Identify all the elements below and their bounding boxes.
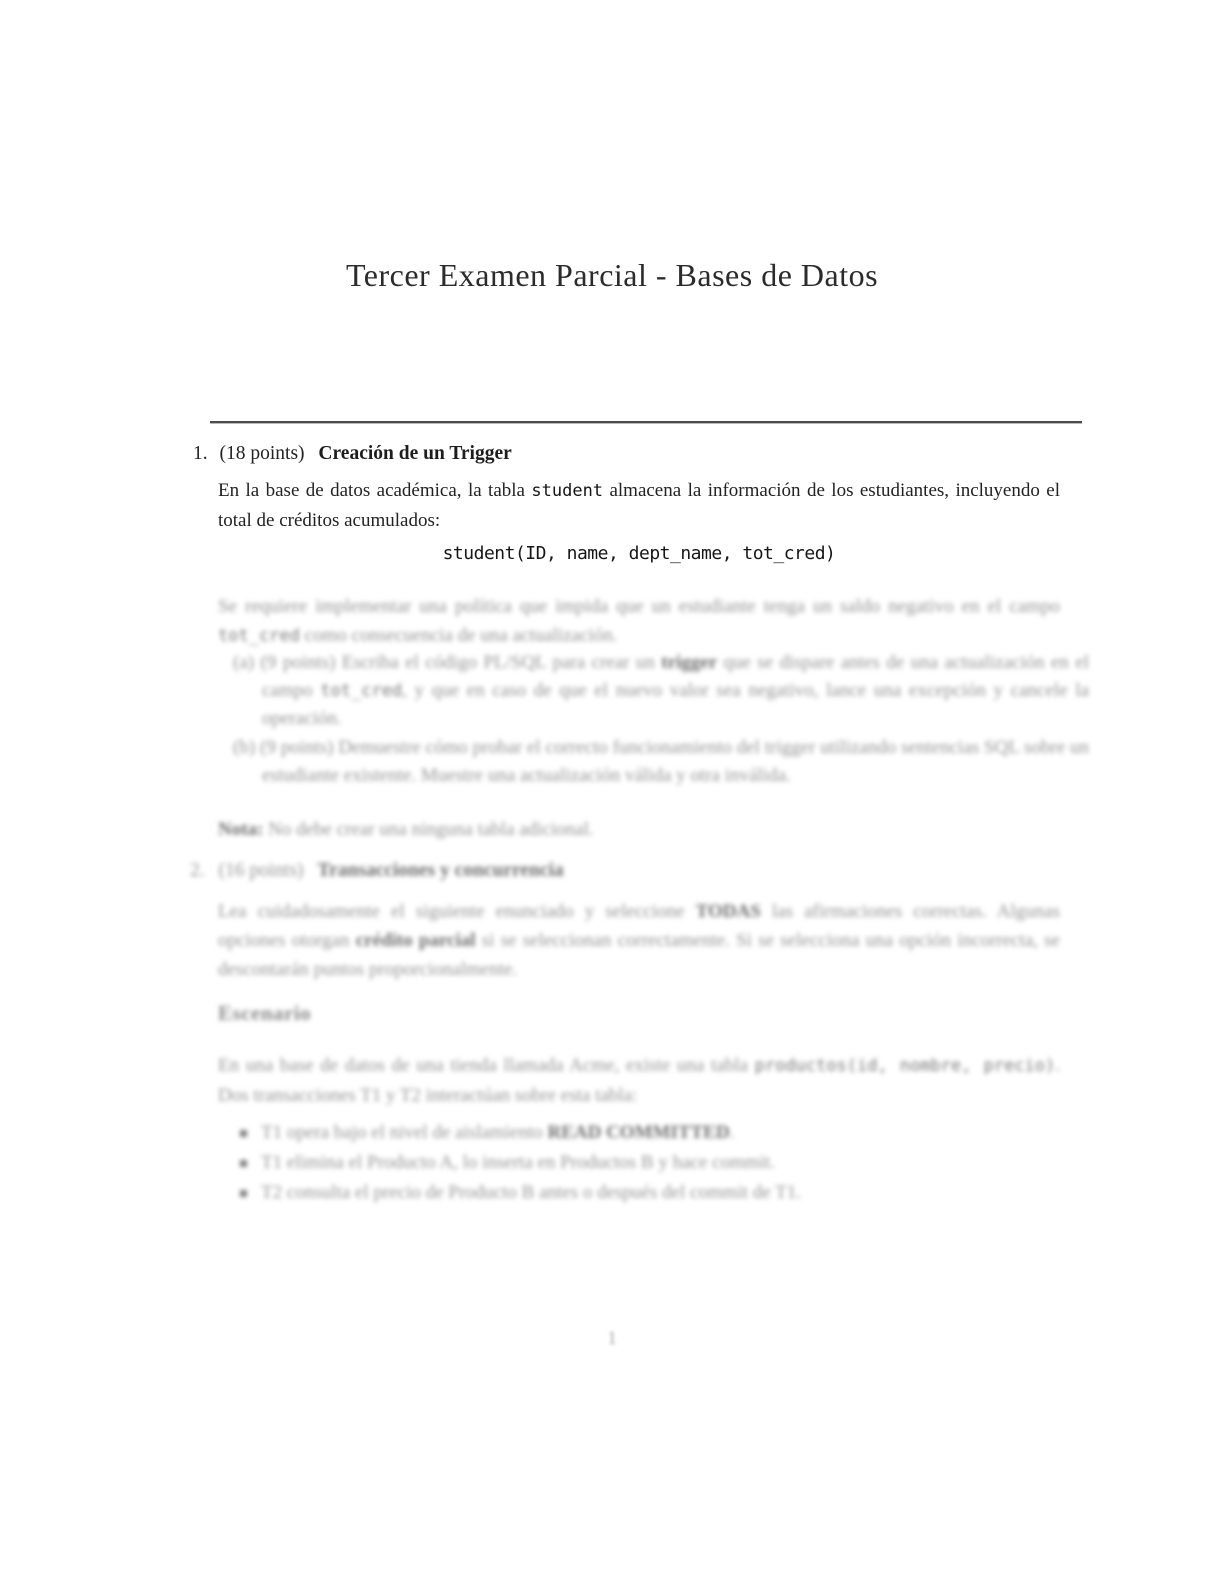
bullet-2-pre: T1 elimina el Producto A, lo inserta en Productos B y hace commit. — [261, 1152, 775, 1173]
question-1-points: (18 points) — [219, 443, 305, 464]
subitem-a-text-pre: Escriba el código PL/SQL para crear un — [341, 652, 662, 673]
question-1-title: Creación de un Trigger — [318, 443, 512, 464]
bullet-1-pre: T1 opera bajo el nivel de aislamiento — [261, 1122, 548, 1143]
scenario-text-post: . Dos transacciones T1 y T2 interactúan sobre esta tabla: — [218, 1055, 1060, 1106]
bullet-1-text — [261, 1118, 734, 1148]
intro-text-pre: En la base de datos académica, la tabla — [218, 480, 532, 501]
schema-code-line: student(ID, name, dept_name, tot_cred) — [442, 543, 836, 564]
subitem-a-blurred — [233, 649, 1089, 733]
note-text: No debe crear una ninguna tabla adicional. — [263, 819, 594, 840]
question-2-intro-blurred — [218, 897, 1060, 984]
policy-code-totcred: tot_cred — [218, 626, 300, 646]
subitem-a-bold-trigger: trigger — [661, 652, 718, 673]
exam-title: Tercer Examen Parcial - Bases de Datos — [345, 257, 879, 293]
note-label: Nota: — [218, 819, 264, 840]
bullet-item — [240, 1148, 1040, 1178]
bullet-item — [240, 1118, 1040, 1148]
note-line-blurred — [218, 819, 1060, 841]
q2-intro-pre: Lea cuidadosamente el siguiente enunciado y seleccione — [218, 901, 696, 922]
subitem-b-label: (b) — [233, 737, 261, 758]
scenario-text-pre: En una base de datos de una tienda llamada Acme, existe una tabla — [218, 1055, 755, 1076]
scenario-code-productos: productos(id, nombre, precio) — [754, 1056, 1056, 1076]
subitem-b-text: Demuestre cómo probar el correcto funcionamiento del trigger utilizando sentencias SQL sobre un estudiante existente. Muestre una actualización válida y otra inválida. — [262, 737, 1090, 786]
subitem-b-points: (9 points) — [260, 737, 339, 758]
subitem-a-code-totcred: tot_cred — [320, 681, 403, 701]
scenario-bullet-list — [240, 1118, 1040, 1208]
q2-intro-bold-credito: crédito parcial — [355, 930, 476, 951]
bullet-icon — [240, 1130, 247, 1137]
subitem-b-blurred — [233, 734, 1089, 790]
bullet-item — [240, 1178, 1040, 1208]
policy-text-post: como consecuencia de una actualización. — [299, 625, 618, 646]
q2-intro-bold-todas: TODAS — [695, 901, 761, 922]
bullet-3-text — [261, 1178, 801, 1208]
bullet-3-pre: T2 consulta el precio de Producto B antes o después del commit de T1. — [261, 1182, 801, 1203]
intro-code-student: student — [531, 481, 604, 501]
divider-rule — [210, 421, 1082, 424]
q2-intro-mid: las afirmaciones correctas. Algunas opciones otorgan — [218, 901, 1061, 951]
question-1-header — [193, 443, 512, 465]
question-1-number: 1. — [193, 443, 208, 464]
scenario-heading: Escenario — [218, 1001, 312, 1025]
question-2-number: 2. — [190, 860, 205, 881]
bullet-1-post: . — [729, 1122, 735, 1143]
bullet-icon — [240, 1190, 247, 1197]
question-1-intro — [218, 476, 1060, 536]
question-2-header — [190, 860, 564, 882]
subitem-a-text-post: , y que en caso de que el nuevo valor sea negativo, lance una excepción y cancele la operación. — [262, 680, 1089, 729]
policy-paragraph-blurred — [218, 592, 1060, 651]
subitem-a-points: (9 points) — [260, 652, 342, 673]
subitem-a-label: (a) — [233, 652, 261, 673]
intro-text-post: almacena la información de los estudiantes, incluyendo el total de créditos acumulados: — [218, 480, 1060, 531]
question-2-title: Transacciones y concurrencia — [317, 860, 564, 881]
bullet-1-bold: READ COMMITTED — [547, 1122, 730, 1143]
q2-intro-post: si se seleccionan correctamente. Si se selecciona una opción incorrecta, se descontarán puntos proporcionalmente. — [218, 930, 1060, 980]
subitem-a-text-mid: que se dispare antes de una actualización en el campo — [262, 652, 1090, 701]
question-2-points: (16 points) — [218, 860, 304, 881]
policy-text-pre: Se requiere implementar una política que impida que un estudiante tenga un saldo negativo en el campo — [218, 596, 1060, 617]
scenario-paragraph-blurred — [218, 1051, 1060, 1110]
bullet-icon — [240, 1160, 247, 1167]
page-number: 1 — [607, 1328, 617, 1349]
bullet-2-text — [261, 1148, 775, 1178]
